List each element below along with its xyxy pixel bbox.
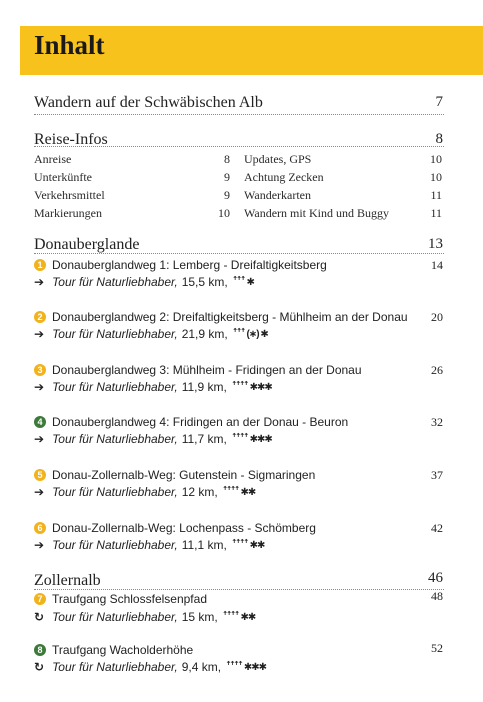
info-item-page: 11 (430, 188, 442, 202)
tour-item[interactable] (34, 592, 207, 606)
zollern-page: 46 (428, 570, 443, 586)
tour-meta (34, 380, 272, 394)
tour-meta (34, 485, 255, 499)
tour-type: Tour für Naturliebhaber, (52, 538, 178, 552)
tour-type: Tour für Naturliebhaber, (52, 327, 178, 341)
tour-item[interactable] (34, 521, 316, 535)
tour-distance: 21,9 km, (181, 327, 228, 341)
arrow-right-icon: ➔ (34, 327, 45, 341)
arrow-right-icon: ➔ (34, 538, 45, 552)
info-item-label[interactable]: Unterkünfte (34, 170, 92, 184)
tour-title: Donauberglandweg 3: Mühlheim - Fridingen an der Donau (52, 363, 362, 377)
difficulty-icons: ꜛꜛꜛꜛ ✱✱✱ (231, 381, 272, 393)
reise-page: 8 (435, 131, 443, 147)
divider (34, 146, 444, 147)
tour-distance: 15 km, (181, 610, 218, 624)
number-badge: 4 (34, 416, 46, 428)
difficulty-icons: ꜛꜛꜛꜛ ✱✱ (222, 486, 256, 498)
info-item-page: 10 (430, 152, 442, 166)
tour-meta (34, 327, 268, 341)
tour-item[interactable] (34, 258, 327, 272)
info-item-label[interactable]: Wandern mit Kind und Buggy (244, 206, 390, 220)
tour-meta (34, 275, 254, 289)
number-badge: 5 (34, 469, 46, 481)
difficulty-icons: ꜛꜛꜛꜛ ✱✱✱ (231, 433, 272, 445)
info-item-page: 8 (224, 152, 230, 166)
tour-meta (34, 660, 266, 674)
page-title: Inhalt (34, 30, 105, 60)
tour-page: 26 (431, 363, 443, 377)
tour-item[interactable] (34, 415, 348, 429)
tour-meta (34, 610, 255, 624)
number-badge: 8 (34, 644, 46, 656)
difficulty-icons: ꜛꜛꜛ ✱ (232, 276, 254, 288)
difficulty-icons: ꜛꜛꜛ (∗) ✱ (232, 328, 268, 340)
tour-distance: 11,7 km, (181, 432, 227, 446)
reise-title[interactable]: Reise-Infos (34, 131, 108, 148)
intro-page: 7 (435, 94, 443, 110)
number-badge: 6 (34, 522, 46, 534)
tour-title: Traufgang Schlossfelsenpfad (52, 592, 207, 606)
tour-type: Tour für Naturliebhaber, (52, 432, 178, 446)
tour-type: Tour für Naturliebhaber, (52, 380, 178, 394)
loop-icon: ↻ (34, 610, 45, 624)
tour-title: Traufgang Wacholderhöhe (52, 643, 194, 657)
tour-type: Tour für Naturliebhaber, (52, 275, 178, 289)
info-item-label[interactable]: Wanderkarten (244, 188, 311, 202)
tour-title: Donauberglandweg 1: Lemberg - Dreifaltigkeitsberg (52, 258, 327, 272)
tour-type: Tour für Naturliebhaber, (52, 660, 178, 674)
info-item-label[interactable]: Verkehrsmittel (34, 188, 105, 202)
arrow-right-icon: ➔ (34, 485, 45, 499)
arrow-right-icon: ➔ (34, 380, 45, 394)
divider (34, 253, 444, 254)
donau-page: 13 (428, 236, 443, 252)
info-item-page: 10 (430, 170, 442, 184)
info-item-label[interactable]: Updates, GPS (244, 152, 312, 166)
tour-page: 20 (431, 310, 443, 324)
arrow-right-icon: ➔ (34, 275, 45, 289)
info-item-page: 10 (218, 206, 230, 220)
tour-title: Donau-Zollernalb-Weg: Gutenstein - Sigmaringen (52, 468, 316, 482)
tour-item[interactable] (34, 643, 193, 657)
tour-page: 48 (431, 589, 443, 603)
difficulty-icons: ꜛꜛꜛꜛ ✱✱ (222, 611, 256, 623)
tour-page: 42 (431, 521, 443, 535)
loop-icon: ↻ (34, 660, 45, 674)
number-badge: 1 (34, 259, 46, 271)
tour-meta (34, 538, 264, 552)
info-item-label[interactable]: Achtung Zecken (244, 170, 324, 184)
donau-title[interactable]: Donauberglande (34, 236, 140, 253)
tour-distance: 11,1 km, (181, 538, 227, 552)
zollern-title[interactable]: Zollernalb (34, 572, 101, 589)
intro-title[interactable]: Wandern auf der Schwäbischen Alb (34, 94, 263, 111)
number-badge: 3 (34, 364, 46, 376)
tour-page: 37 (431, 468, 443, 482)
tour-item[interactable] (34, 468, 315, 482)
divider (34, 114, 444, 115)
tour-item[interactable] (34, 310, 408, 324)
tour-page: 52 (431, 641, 443, 655)
number-badge: 7 (34, 593, 46, 605)
arrow-right-icon: ➔ (34, 432, 45, 446)
difficulty-icons: ꜛꜛꜛꜛ ✱✱ (231, 539, 265, 551)
tour-meta (34, 432, 272, 446)
tour-title: Donau-Zollernalb-Weg: Lochenpass - Schömberg (52, 521, 316, 535)
tour-distance: 9,4 km, (181, 660, 222, 674)
tour-page: 32 (431, 415, 443, 429)
info-item-page: 9 (224, 170, 230, 184)
info-item-label[interactable]: Anreise (34, 152, 72, 166)
tour-distance: 12 km, (181, 485, 218, 499)
info-item-label[interactable]: Markierungen (34, 206, 102, 220)
tour-title: Donauberglandweg 4: Fridingen an der Donau - Beuron (52, 415, 349, 429)
tour-type: Tour für Naturliebhaber, (52, 485, 178, 499)
tour-title: Donauberglandweg 2: Dreifaltigkeitsberg - Mühlheim an der Donau (52, 310, 408, 324)
tour-item[interactable] (34, 363, 362, 377)
tour-page: 14 (431, 258, 443, 272)
divider (34, 589, 444, 590)
tour-distance: 11,9 km, (181, 380, 227, 394)
tour-type: Tour für Naturliebhaber, (52, 610, 178, 624)
tour-distance: 15,5 km, (181, 275, 228, 289)
info-item-page: 11 (430, 206, 442, 220)
difficulty-icons: ꜛꜛꜛꜛ ✱✱✱ (226, 661, 266, 673)
info-item-page: 9 (224, 188, 230, 202)
number-badge: 2 (34, 311, 46, 323)
